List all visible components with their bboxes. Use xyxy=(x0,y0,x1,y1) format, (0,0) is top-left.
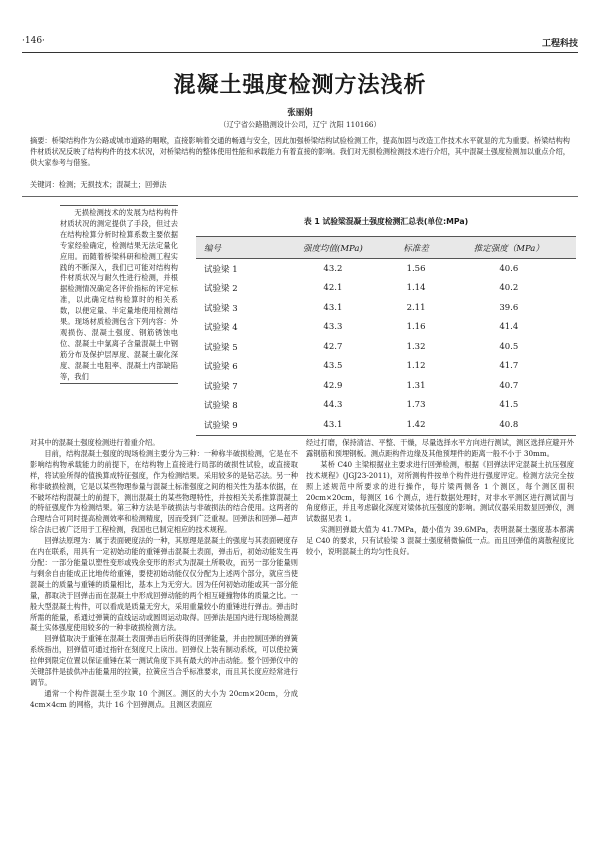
table-cell: 1.31 xyxy=(406,380,426,391)
running-header xyxy=(22,36,578,50)
table-row xyxy=(196,337,576,357)
author-name: 张丽娟 xyxy=(287,108,313,118)
table-row xyxy=(196,279,576,299)
keywords xyxy=(30,180,570,191)
table-row xyxy=(196,357,576,377)
body-paragraph: 对其中的混凝土强度检测进行着重介绍。 xyxy=(30,438,160,447)
intro-column xyxy=(60,205,178,384)
body-paragraph: 回弹值取决于重锤在混凝土表面弹击后所获得的回弹能量，并由控制回弹的弹簧系统指出，回弹值可通过指针在刻度尺上读出。回弹仪上装有制动系统，可以使拉簧拉伸到限定位置以保证重锤在某一测试角度下具有最大的冲击动能。整个回弹仪中的关键部件是拔供冲击能量用的拉簧，拉簧应当合乎标准要求，而且其长度应经常进行调节。 xyxy=(30,634,298,687)
table-header-cell: 强度均值(MPa) xyxy=(275,237,390,259)
table-row xyxy=(196,318,576,338)
header-rule xyxy=(22,52,578,53)
table-cell: 41.5 xyxy=(499,400,519,411)
abstract xyxy=(30,136,570,169)
table-header-row xyxy=(196,237,576,259)
table-cell: 试验梁 7 xyxy=(204,381,238,392)
body-paragraph: 回弹法原理为：属于表面硬度法的一种，其原理是混凝土的强度与其表面硬度存在内在联系，用具有一定初始动能的重锤弹击混凝土表面，弹击后，初始动能发生再分配：一部分能量以塑性变形或残余变形的形式为混凝土所吸收，而另一部分能量则与剩余自由能成正比地传给重锤，要使初始动能仅仅分配为上述两个部分，就应当使混凝土的质量与重锤的质量相比，基本上为无穷大。因为任何初始动能或其一部分能量，都取决于回弹击而在混凝土中形成回弹动能的两个相互碰撞物体的质量之比。一般大型混凝土构件，可以看成是质量无穷大，采用重量较小的重锤进行弹击。弹击时所需的能量，系通过弹簧的直线运动或圆周运动取得。回弹法是国内进行现场检测混凝土实体强度使用较多的一种非破损检测方法。 xyxy=(30,536,298,633)
table-cell: 40.2 xyxy=(499,283,519,294)
body-column-right xyxy=(306,438,574,558)
table-cell: 42.7 xyxy=(323,341,343,352)
table-cell: 43.5 xyxy=(323,361,343,372)
body-paragraph: 目前，结构混凝土强度的现场检测主要分为三种：一种称半破损检测，它是在不影响结构物承载能力的前提下，在结构物上直接进行局部的破损性试验，或直接取样，将试验所得的值换算成特征强度，作为检测结果。采用较多的是钻芯法。另一种称非破损检测，它是以某些物理参量与混凝土标准强度之间的相关性为基本依据，在不破坏结构混凝土的前提下，测出混凝土的某些物理特性，并按相关关系推算混凝土的特征强度作为检测结果。第三种方法是半破损法与非破损法的结合使用。这两者的合理结合可同时提高检测效率和检测精度，因而受到广泛重视。回弹法和回弹—超声综合法已被广泛用于工程检测，我国也已制定相应的技术规程。 xyxy=(30,448,298,535)
table-cell: 试验梁 8 xyxy=(204,401,238,412)
table-cell: 43.1 xyxy=(275,415,390,435)
author-affiliation: （辽宁省公路勘测设计公司，辽宁 沈阳 110166） xyxy=(219,120,381,129)
table-cell: 1.32 xyxy=(406,341,426,352)
abstract-text: 摘要：桥梁结构作为公路或城市道路的咽喉，直接影响着交通的畅通与安全，因此加强桥梁结构试验检测工作，提高加固与改造工作技术水平就显的尤为重要。桥梁结构构件材质状况反映了结构构件的技术状况，对桥梁结构的整体使用性能和承载能力有着直接的影响。我们对无损检测检测技术进行介绍，其中混凝土强度检测加以重点介绍，供大家参考与借鉴。 xyxy=(30,136,570,167)
table-cell: 试验梁 2 xyxy=(204,284,238,295)
table-cell: 41.4 xyxy=(499,322,519,333)
table-cell: 1.16 xyxy=(406,322,426,333)
table-cell: 1.42 xyxy=(390,415,441,435)
table-cell: 43.1 xyxy=(323,302,343,313)
table-cell: 42.1 xyxy=(323,283,343,294)
table-cell: 试验梁 5 xyxy=(204,342,238,353)
article-title: 混凝土强度检测方法浅析 xyxy=(173,73,427,98)
table-row xyxy=(196,376,576,396)
page-number: ·146· xyxy=(22,36,45,46)
table-cell: 1.56 xyxy=(406,263,426,274)
body-paragraph: 经过打磨，保持清洁、平整、干燥，尽量选择水平方向进行测试，测区选择应避开外露钢筋和预埋钢板。测点距构件边缘及其他预埋件的距离一般不小于 30mm。 xyxy=(306,438,574,458)
table-row xyxy=(196,415,576,435)
table-row xyxy=(196,259,576,279)
journal-name: 工程科技 xyxy=(541,39,578,49)
table-header-cell: 推定强度（MPa） xyxy=(442,237,576,259)
table-cell: 试验梁 1 xyxy=(204,264,238,275)
table-row xyxy=(196,298,576,318)
table-cell: 40.5 xyxy=(499,341,519,352)
table-cell: 40.8 xyxy=(442,415,576,435)
table-cell: 试验梁 4 xyxy=(204,323,238,334)
table-header-cell: 编号 xyxy=(196,237,275,259)
keywords-text: 关键词：检测；无损技术；混凝土；回弹法 xyxy=(30,180,167,189)
body-paragraph: 实测回弹最大值为 41.7MPa，最小值为 39.6MPa，表明混凝土强度基本都满足 C40 的要求，只有试验梁 3 混凝土强度稍微偏低一点。而且回弹值的离散程度比较小，说明混凝土的均匀性良好。 xyxy=(306,525,574,557)
table-cell: 1.73 xyxy=(406,400,426,411)
strength-table xyxy=(196,236,576,436)
table-cell: 试验梁 6 xyxy=(204,362,238,373)
body-column-left xyxy=(30,438,298,711)
table-cell: 试验梁 3 xyxy=(204,303,238,314)
table-cell: 42.9 xyxy=(323,380,343,391)
table-title: 表 1 试验梁混凝土强度检测汇总表(单位:MPa) xyxy=(303,217,469,226)
table-cell: 1.14 xyxy=(406,283,426,294)
table-cell: 44.3 xyxy=(323,400,343,411)
table-cell: 39.6 xyxy=(499,302,519,313)
table-cell: 1.12 xyxy=(406,361,426,372)
intro-paragraph: 无损检测技术的发展为结构构件材质状况的测定提供了手段，但过去在结构检算分析时检算系数主要依据专家经验确定，检测结果无法定量化应用。而随着桥梁科研和检测工程实践的不断深入，我们已可能对结构构件材质状况与耐久性进行检测，并根据检测情况确定各评价指标的评定标准，以此确定结构检算时的相关系数，以便定量、半定量地使用检测结果。现场材质检测包含下列内容：外观损伤、混凝土强度、钢筋锈蚀电位、混凝土中氯离子含量混凝土中钢筋分布及保护层厚度、混凝土碳化深度、混凝土电阻率、混凝土内部缺陷等，我们 xyxy=(60,208,178,381)
table-cell: 43.3 xyxy=(323,322,343,333)
table-header-cell: 标准差 xyxy=(390,237,441,259)
table-cell: 试验梁 9 xyxy=(196,415,275,435)
body-paragraph: 通常一个构件混凝土至少取 10 个测区。测区的大小为 20cm×20cm，分成 4cm×4cm 的网格，共计 16 个回弹测点。且测区表面应 xyxy=(30,688,298,709)
body-paragraph: 某桥 C40 主梁根据业主要求进行回弹检测，根据《回弹法评定混凝土抗压强度技术规程》(JGJ23-2011)，对所测构件按单个构件进行强度评定。检测方法完全按照上述规范中所要求的进行操作，每片梁两侧各 1 个测区，每个测区面积 20cm×20cm，每测区 16 个测点，进行数据处理时，对非水平测区进行测试面与角度修正，并且考虑碳化深度对梁体抗压强度的影响。测试仪器采用数显回弹仪，测试数据见表 1。 xyxy=(306,459,574,524)
table-cell: 41.7 xyxy=(499,361,519,372)
table-cell: 40.7 xyxy=(499,380,519,391)
table-row xyxy=(196,396,576,416)
section-rule xyxy=(22,196,578,197)
table-cell: 2.11 xyxy=(406,302,426,313)
table-cell: 43.2 xyxy=(323,263,343,274)
table-cell: 40.6 xyxy=(499,263,519,274)
